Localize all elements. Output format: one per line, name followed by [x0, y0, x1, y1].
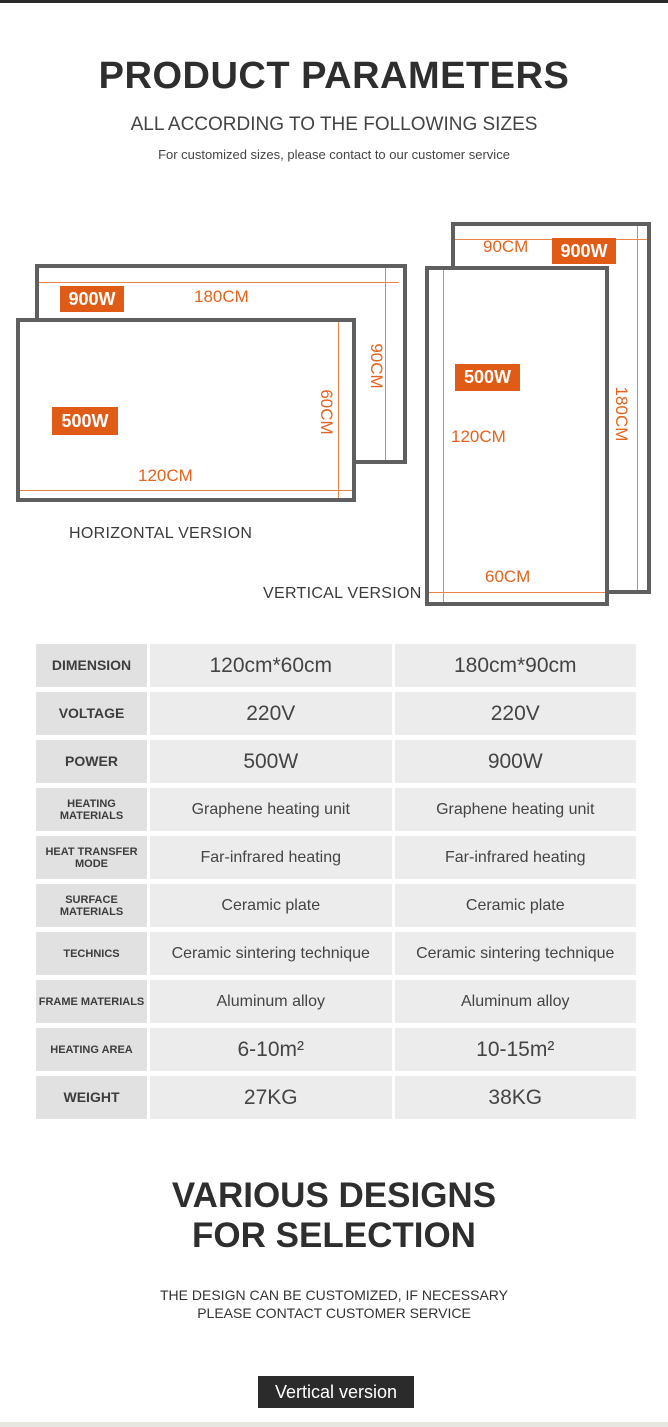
table-row: [36, 740, 636, 783]
row-label: VOLTAGE: [36, 692, 147, 735]
vertical-large-height-label: 180CM: [612, 386, 631, 442]
designs-subtitle-line2: PLEASE CONTACT CUSTOMER SERVICE: [197, 1305, 471, 1321]
guide-line: [20, 490, 352, 491]
guide-line: [443, 270, 444, 602]
value-model-a: Ceramic plate: [150, 884, 392, 927]
page-subtitle: ALL ACCORDING TO THE FOLLOWING SIZES: [130, 114, 538, 135]
vertical-small-width-label: 60CM: [485, 567, 531, 586]
vertical-large-power-badge: 900W: [552, 238, 616, 264]
value-model-b: 10-15m²: [395, 1028, 637, 1071]
designs-title: [0, 1176, 668, 1256]
guide-line: [429, 592, 605, 593]
value-model-b: Ceramic plate: [395, 884, 637, 927]
horizontal-small-height-label: 60CM: [317, 389, 336, 435]
table-row: [36, 1028, 636, 1071]
value-model-a: Aluminum alloy: [150, 980, 392, 1023]
horizontal-large-power-badge: 900W: [60, 286, 124, 312]
value-model-b: 38KG: [395, 1076, 637, 1119]
page-title: PRODUCT PARAMETERS: [98, 55, 570, 97]
vertical-small-power-badge: 500W: [455, 364, 520, 391]
row-label: POWER: [36, 740, 147, 783]
customization-note: For customized sizes, please contact to our customer service: [158, 147, 510, 162]
value-model-b: Aluminum alloy: [395, 980, 637, 1023]
top-border-line: [0, 0, 668, 3]
row-label: FRAME MATERIALS: [36, 980, 147, 1023]
row-label: WEIGHT: [36, 1076, 147, 1119]
value-model-a: 120cm*60cm: [150, 644, 392, 687]
table-row: [36, 932, 636, 975]
row-label: DIMENSION: [36, 644, 147, 687]
row-label: HEATING AREA: [36, 1028, 147, 1071]
table-row: [36, 980, 636, 1023]
spec-table: [33, 639, 639, 1124]
bottom-image-edge: [0, 1422, 668, 1427]
row-label: TECHNICS: [36, 932, 147, 975]
row-label: HEATING MATERIALS: [36, 788, 147, 831]
vertical-version-button[interactable]: Vertical version: [258, 1376, 414, 1408]
horizontal-large-height-label: 90CM: [367, 343, 386, 389]
value-model-b: Ceramic sintering technique: [395, 932, 637, 975]
vertical-large-width-label: 90CM: [483, 237, 529, 256]
horizontal-version-label: HORIZONTAL VERSION: [69, 525, 253, 542]
designs-subtitle-line1: THE DESIGN CAN BE CUSTOMIZED, IF NECESSARY: [160, 1287, 508, 1303]
horizontal-large-width-label: 180CM: [194, 287, 249, 306]
row-label: SURFACE MATERIALS: [36, 884, 147, 927]
table-row: [36, 1076, 636, 1119]
vertical-version-label: VERTICAL VERSION: [263, 585, 422, 602]
value-model-a: Far-infrared heating: [150, 836, 392, 879]
value-model-a: Graphene heating unit: [150, 788, 392, 831]
designs-title-line1: VARIOUS DESIGNS: [171, 1176, 497, 1215]
guide-line: [338, 322, 339, 498]
value-model-a: 500W: [150, 740, 392, 783]
value-model-b: 180cm*90cm: [395, 644, 637, 687]
guide-line: [39, 282, 399, 283]
value-model-b: 220V: [395, 692, 637, 735]
value-model-a: 6-10m²: [150, 1028, 392, 1071]
row-label: HEAT TRANSFER MODE: [36, 836, 147, 879]
value-model-a: Ceramic sintering technique: [150, 932, 392, 975]
vertical-small-height-label: 120CM: [451, 427, 506, 446]
value-model-a: 220V: [150, 692, 392, 735]
table-row: [36, 692, 636, 735]
horizontal-small-width-label: 120CM: [138, 466, 193, 485]
value-model-b: Graphene heating unit: [395, 788, 637, 831]
value-model-a: 27KG: [150, 1076, 392, 1119]
table-row: [36, 788, 636, 831]
table-row: [36, 884, 636, 927]
value-model-b: 900W: [395, 740, 637, 783]
horizontal-small-power-badge: 500W: [52, 407, 118, 435]
designs-title-line2: FOR SELECTION: [192, 1216, 476, 1255]
table-row: [36, 836, 636, 879]
guide-line: [637, 226, 638, 590]
value-model-b: Far-infrared heating: [395, 836, 637, 879]
table-row: [36, 644, 636, 687]
